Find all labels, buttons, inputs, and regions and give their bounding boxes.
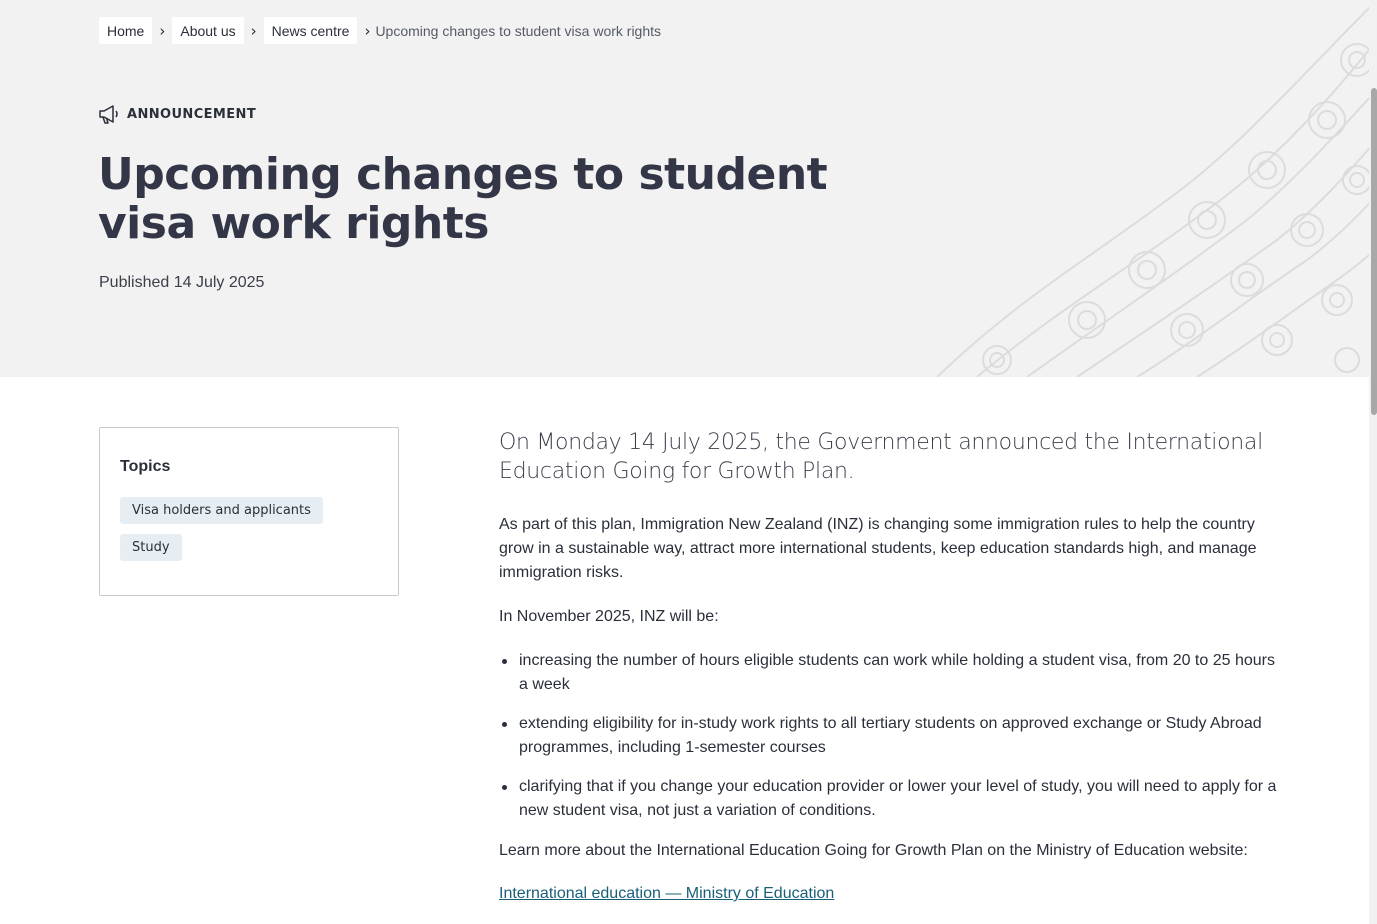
list-item-text: clarifying that if you change your education provider or lower your level of study, you will need to apply for a new student visa, not just a variation of conditions. [519, 778, 1277, 819]
topics-panel [99, 427, 399, 596]
list-item [499, 649, 1279, 697]
list-item [499, 712, 1279, 760]
topic-tag-visa-holders[interactable]: Visa holders and applicants [120, 497, 323, 524]
announcement-label: ANNOUNCEMENT [127, 106, 257, 122]
chevron-right-icon: › [250, 21, 257, 40]
breadcrumb-about-us[interactable]: About us [172, 17, 243, 44]
published-date: Published 14 July 2025 [99, 274, 265, 291]
article-body [499, 427, 1279, 903]
article-paragraph: Learn more about the International Education Going for Growth Plan on the Ministry of Education website: [499, 842, 1248, 859]
chevron-right-icon: › [364, 21, 371, 40]
article-paragraph: As part of this plan, Immigration New Zealand (INZ) is changing some immigration rules to help the country grow in a sustainable way, attract more international students, keep education standards high, and manage immigration risks. [499, 516, 1257, 581]
scrollbar-thumb[interactable] [1371, 88, 1377, 415]
list-item-text: extending eligibility for in-study work rights to all tertiary students on approved exchange or Study Abroad programmes, including 1-semester courses [519, 715, 1262, 756]
koru-pattern-decoration [937, 0, 1377, 377]
breadcrumb-current: Upcoming changes to student visa work rights [375, 22, 662, 39]
ministry-of-education-link[interactable]: International education — Ministry of Education [499, 885, 835, 902]
page-hero [0, 0, 1377, 377]
bullet-icon [502, 785, 507, 790]
bullet-icon [502, 659, 507, 664]
article-paragraph: In November 2025, INZ will be: [499, 608, 719, 625]
breadcrumb [99, 17, 661, 44]
page-title: Upcoming changes to student visa work rights [98, 149, 828, 249]
megaphone-icon [98, 103, 120, 125]
changes-list [499, 649, 1279, 823]
list-item [499, 775, 1279, 823]
bullet-icon [502, 722, 507, 727]
topic-tag-study[interactable]: Study [120, 534, 182, 561]
content-type-label [98, 103, 256, 125]
chevron-right-icon: › [159, 21, 166, 40]
article-lead: On Monday 14 July 2025, the Government announced the International Education Going for Growth Plan. [499, 430, 1263, 484]
list-item-text: increasing the number of hours eligible students can work while holding a student visa, from 20 to 25 hours a week [519, 652, 1275, 693]
breadcrumb-home[interactable]: Home [99, 17, 152, 44]
breadcrumb-news-centre[interactable]: News centre [264, 17, 358, 44]
topics-heading: Topics [120, 458, 171, 475]
